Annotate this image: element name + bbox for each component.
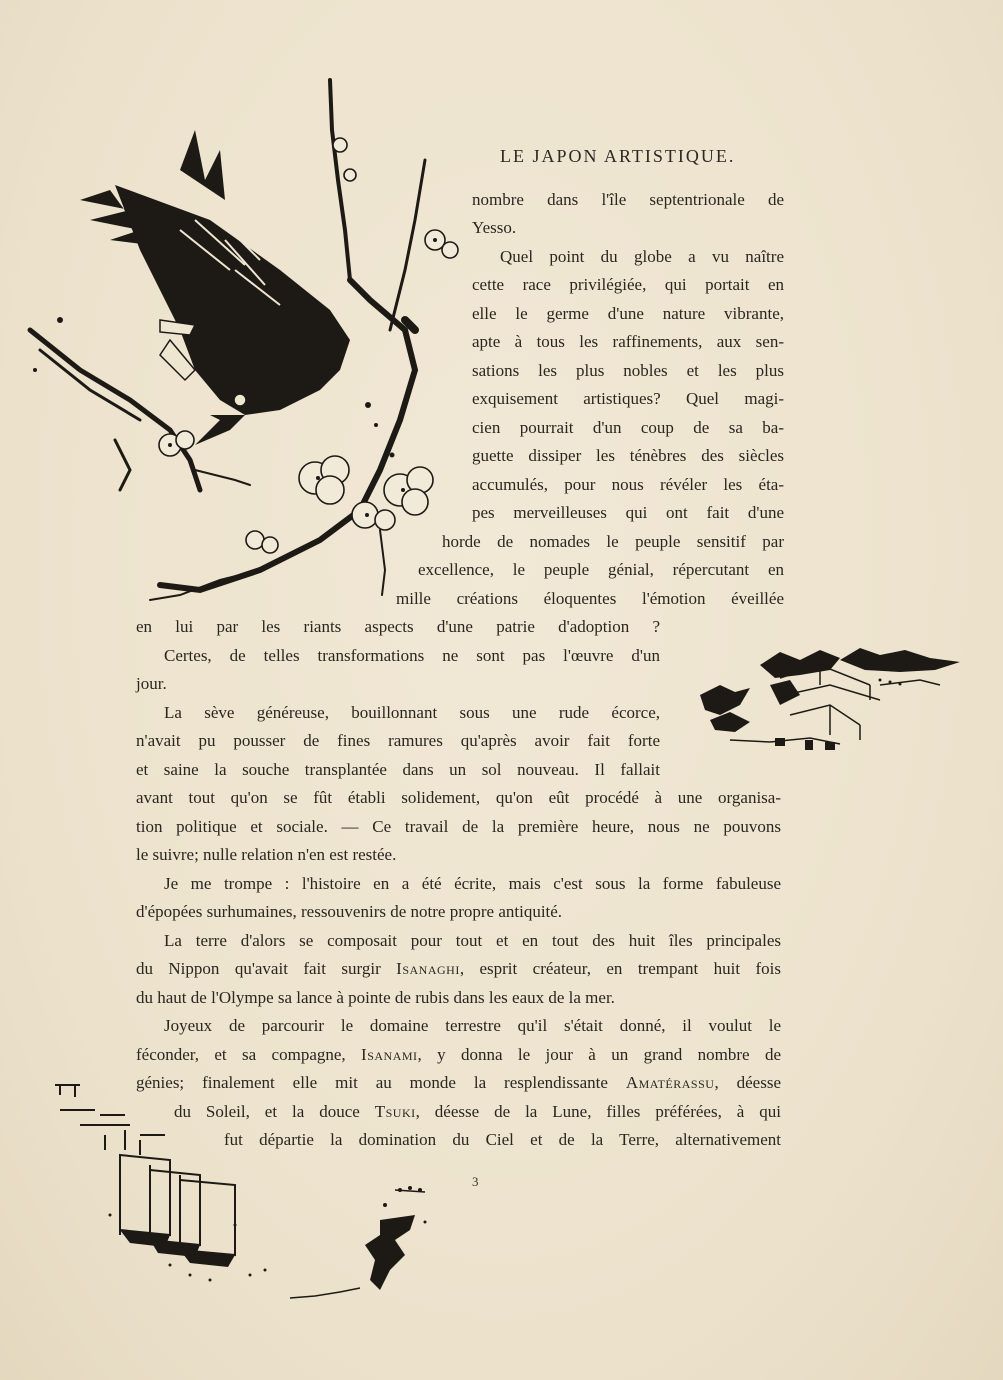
text-line: elle le germe d'une nature vibrante,	[472, 304, 784, 323]
text-line: d'épopées surhumaines, ressouvenirs de notre propre antiquité.	[136, 902, 563, 921]
text-line: horde de nomades le peuple sensitif par	[442, 532, 784, 551]
text-line: Yesso.	[472, 218, 517, 237]
text-line: en lui par les riants aspects d'une patrie d'adoption ?	[136, 617, 660, 636]
text-line: sations les plus nobles et les plus	[472, 361, 784, 380]
text-line: exquisement artistiques? Quel magi-	[472, 389, 784, 408]
name-amaterassu: Amatérassu	[625, 1073, 715, 1092]
text-line: excellence, le peuple génial, répercutant en	[418, 560, 784, 579]
running-header: LE JAPON ARTISTIQUE.	[500, 146, 736, 166]
text-line: avant tout qu'on se fût établi solidement, qu'on eût procédé à une organisa-	[136, 788, 781, 807]
text-line: apte à tous les raffinements, aux sen-	[472, 332, 784, 351]
text-line: cette race privilégiée, qui portait en	[472, 275, 784, 294]
text-line: pes merveilleuses qui ont fait d'une	[472, 503, 784, 522]
text-line: nombre dans l'île septentrionale de	[472, 190, 784, 209]
text-line: cien pourrait d'un coup de sa ba-	[472, 418, 784, 437]
text-line: Certes, de telles transformations ne sont pas l'œuvre d'un	[164, 646, 660, 665]
text-line: n'avait pu pousser de fines ramures qu'après avoir fait forte	[136, 731, 660, 750]
text-line: jour.	[136, 674, 167, 693]
text-line: mille créations éloquentes l'émotion éveillée	[396, 589, 784, 608]
text-line: La terre d'alors se composait pour tout et en tout des huit îles principales	[164, 931, 781, 950]
text-line: Je me trompe : l'histoire en a été écrite, mais c'est sous la forme fabuleuse	[164, 874, 781, 893]
text-line: et saine la souche transplantée dans un sol nouveau. Il fallait	[136, 760, 660, 779]
bird-plum-branch-illustration	[20, 70, 500, 630]
text-line: du haut de l'Olympe sa lance à pointe de rubis dans les eaux de la mer.	[136, 988, 615, 1007]
text-line: accumulés, pour nous révéler les éta-	[472, 475, 784, 494]
text-line: génies; finalement elle mit au monde la resplendissante Amatérassu, déesse	[136, 1073, 781, 1092]
foliage-illustration	[285, 1180, 445, 1310]
text-line: féconder, et sa compagne, Isanami, y donna le jour à un grand nombre de	[136, 1045, 781, 1064]
name-isanaghi: Isanaghi	[396, 959, 460, 978]
text-line: tion politique et sociale. — Ce travail de la première heure, nous ne pouvons	[136, 817, 781, 836]
text-line: du Nippon qu'avait fait surgir Isanaghi, esprit créateur, en trempant huit fois	[136, 959, 782, 978]
text-line: La sève généreuse, bouillonnant sous une rude écorce,	[164, 703, 660, 722]
village-landscape-illustration	[680, 640, 980, 760]
text-line: du Soleil, et la douce Tsuki, déesse de la Lune, filles préférées, à qui	[174, 1102, 781, 1121]
name-tsuki: Tsuki	[374, 1102, 416, 1121]
text-line: Joyeux de parcourir le domaine terrestre qu'il s'était donné, il voulut le	[164, 1016, 781, 1035]
page-number: 3	[472, 1174, 479, 1189]
text-line: Quel point du globe a vu naître	[500, 247, 784, 266]
text-line: guette dissiper les ténèbres des siècles	[472, 446, 784, 465]
name-isanami: Isanami	[361, 1045, 418, 1064]
text-line: fut départie la domination du Ciel et de la Terre, alternativement	[224, 1130, 781, 1149]
text-line: le suivre; nulle relation n'en est restée.	[136, 845, 397, 864]
